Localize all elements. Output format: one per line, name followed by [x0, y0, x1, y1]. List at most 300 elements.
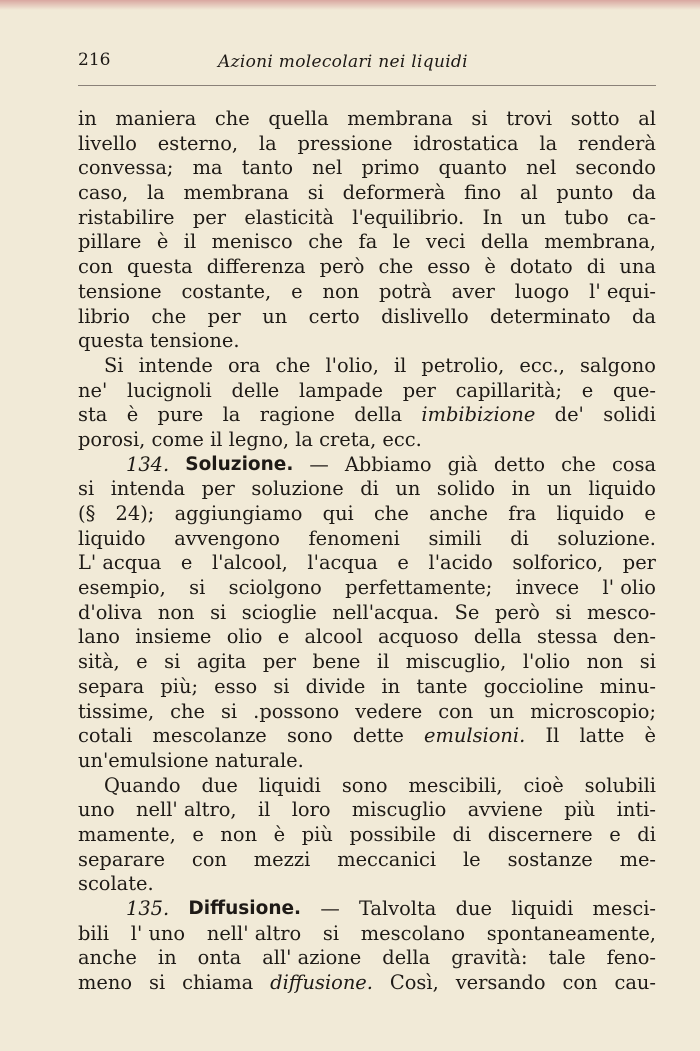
word: l'alcool,: [211, 551, 288, 575]
word: si: [307, 181, 324, 205]
word: ecc.,: [519, 353, 565, 377]
word: si: [189, 576, 206, 600]
word: sità,: [78, 650, 120, 674]
word: trovi: [506, 107, 553, 130]
word: in: [78, 107, 97, 130]
word: più;: [160, 674, 199, 698]
word: loro: [291, 798, 331, 822]
word: per: [192, 205, 227, 229]
word: L' acqua: [78, 551, 162, 575]
text-line: [78, 798, 656, 823]
word: ristabilire: [78, 205, 175, 229]
word: scolate.: [78, 872, 154, 896]
word: potrà: [379, 279, 432, 303]
text-line: [78, 230, 656, 255]
word: già: [447, 452, 478, 476]
text-line: [78, 206, 656, 231]
word: sostanze: [507, 847, 593, 871]
text-line: [78, 280, 656, 305]
word: è: [273, 822, 286, 846]
word: la: [258, 131, 277, 155]
word: solforico,: [512, 551, 604, 575]
word: scioglie: [241, 600, 317, 624]
word: anche: [78, 946, 137, 970]
word: porosi, come il legno, la creta, ecc.: [78, 427, 422, 451]
text-line: [78, 156, 656, 181]
word: l'acido: [428, 551, 493, 575]
word: l'olio: [522, 650, 571, 674]
word: primo: [361, 156, 420, 180]
word: anche: [429, 502, 488, 525]
word: renderà: [578, 131, 656, 155]
word: sono: [341, 773, 388, 797]
word: tissime,: [78, 699, 155, 723]
word: al: [519, 181, 538, 205]
word: sciolgono: [228, 576, 322, 600]
word: certo: [308, 304, 360, 328]
word: solido: [436, 477, 496, 501]
body-text: [78, 107, 656, 996]
text-line: [78, 551, 656, 576]
section-title: Diffusione.: [188, 898, 302, 919]
text-line: [78, 428, 656, 453]
word: lampade: [299, 378, 384, 402]
word: meno: [78, 971, 133, 995]
word: pressione: [297, 131, 393, 155]
word: petrolio,: [421, 353, 505, 377]
word: Si: [104, 353, 124, 377]
word: si: [555, 600, 572, 624]
word: in: [157, 946, 177, 970]
word: nell' altro,: [136, 798, 237, 822]
word: il: [257, 798, 271, 822]
word: e: [397, 551, 409, 575]
word: fa: [358, 230, 378, 254]
word: liquido: [78, 526, 146, 550]
word: cau-: [614, 971, 656, 995]
word: non: [220, 822, 258, 846]
word: la: [222, 403, 241, 427]
word: mesco-: [587, 600, 656, 624]
word: da: [632, 304, 656, 328]
text-line: [78, 132, 656, 157]
text-line: [78, 502, 656, 527]
text-line: [78, 255, 656, 280]
text-line: [78, 403, 656, 428]
word: pillare: [78, 230, 142, 254]
text-line: [78, 650, 656, 675]
word: insieme: [135, 625, 212, 649]
word: una: [619, 255, 656, 279]
word: menisco: [211, 230, 293, 254]
word: Abbiamo: [344, 452, 432, 476]
word: nel: [526, 156, 557, 180]
word: di: [637, 822, 656, 846]
word: .possono: [253, 699, 340, 723]
word: secondo: [575, 156, 656, 180]
word: un'emulsione naturale.: [78, 748, 304, 772]
word: si: [273, 674, 290, 698]
word: separare: [78, 847, 165, 871]
text-line: [78, 872, 656, 897]
word: ragione: [259, 403, 335, 427]
word: un: [395, 477, 421, 501]
word: si: [210, 600, 227, 624]
word: miscuglio,: [405, 650, 507, 674]
word: all' azione: [262, 946, 362, 970]
word: fino: [464, 181, 502, 205]
running-title: Azioni molecolari nei liquidi: [218, 52, 468, 72]
word: quella: [268, 107, 329, 130]
word: divide: [305, 674, 366, 698]
word: latte: [579, 724, 625, 748]
word: idrostatica: [413, 131, 519, 155]
word: si: [639, 650, 656, 674]
word: che: [214, 107, 250, 130]
word: Così,: [389, 971, 439, 995]
word: con: [191, 847, 227, 871]
word: caso,: [78, 181, 129, 205]
word: in: [381, 674, 401, 698]
word: della: [473, 625, 522, 649]
word: —: [320, 897, 340, 920]
word: goccioline: [483, 674, 584, 698]
word: l'acqua: [307, 551, 378, 575]
word: ca-: [626, 205, 656, 229]
text-line: [78, 329, 656, 354]
word: (§: [78, 502, 96, 525]
word: que-: [612, 378, 656, 402]
word: soluzione.: [557, 526, 656, 550]
word: lucignoli: [127, 378, 212, 402]
word: liquido: [588, 477, 656, 501]
word: aver: [451, 279, 495, 303]
text-line: [78, 700, 656, 725]
word: della: [382, 946, 431, 970]
word: l' olio: [602, 576, 656, 600]
word: l' uno: [130, 921, 186, 945]
word: il: [393, 353, 407, 377]
word: il: [183, 230, 197, 254]
word: invece: [515, 576, 580, 600]
word: livello: [78, 131, 137, 155]
word: si: [149, 971, 166, 995]
word: tanto: [241, 156, 293, 180]
text-line: [78, 823, 656, 848]
word: le: [462, 847, 481, 871]
word: si: [78, 477, 95, 501]
word: con: [78, 255, 114, 279]
text-line: [78, 601, 656, 626]
word: aggiungiamo: [174, 502, 303, 525]
word: pure: [157, 403, 204, 427]
section-number: 134.: [126, 452, 170, 476]
word: nell' altro: [206, 921, 302, 945]
word: discernere: [487, 822, 593, 846]
text-line: [78, 897, 656, 922]
text-line: [78, 107, 656, 132]
word: differenza: [206, 255, 306, 279]
word: tensione: [78, 279, 162, 303]
word: per: [262, 650, 297, 674]
word: per: [622, 551, 656, 575]
word: di: [586, 255, 606, 279]
word: versando: [455, 971, 546, 995]
section-title: Soluzione.: [185, 453, 294, 475]
word: sono: [286, 724, 333, 748]
word: qui: [322, 502, 354, 525]
word: vedere: [355, 699, 423, 723]
page-header: [78, 50, 656, 78]
word: bili: [78, 921, 110, 945]
word: si: [471, 107, 488, 130]
text-line: [78, 453, 656, 478]
word: e: [291, 279, 303, 303]
text-line: [78, 848, 656, 873]
word: è: [156, 230, 169, 254]
word: non: [157, 600, 195, 624]
word: con: [438, 699, 474, 723]
word: deformerà: [342, 181, 446, 205]
word: un: [520, 205, 546, 229]
word: delle: [231, 378, 280, 402]
word: della: [354, 403, 403, 427]
word: gravità:: [451, 946, 528, 970]
text-line: [78, 576, 656, 601]
word: emulsioni.: [424, 724, 526, 748]
word: che: [170, 699, 205, 723]
word: lano: [78, 625, 120, 649]
word: si: [322, 921, 340, 945]
page-edge-stain: [0, 0, 700, 10]
word: e: [180, 551, 193, 575]
word: solubili: [584, 773, 656, 797]
word: agita: [196, 650, 247, 674]
word: questa tensione.: [78, 329, 240, 353]
word: mamente,: [78, 822, 176, 846]
word: spontaneamente,: [486, 921, 656, 945]
word: Talvolta: [358, 897, 437, 920]
word: sta: [78, 403, 108, 427]
text-line: [78, 946, 656, 971]
word: un: [262, 304, 288, 328]
word: è: [644, 724, 656, 748]
text-line: [78, 971, 656, 996]
word: meccanici: [337, 847, 437, 871]
word: esso: [214, 674, 258, 698]
word: che: [374, 502, 409, 525]
word: separa: [78, 674, 145, 698]
word: sotto: [570, 107, 620, 130]
word: la: [539, 131, 558, 155]
word: perfettamente;: [345, 576, 493, 600]
word: però: [319, 255, 365, 279]
word: l'equilibrio.: [352, 205, 465, 229]
text-line: [78, 305, 656, 330]
word: chiama: [182, 971, 254, 995]
word: bene: [312, 650, 361, 674]
word: detto: [493, 452, 545, 476]
word: simili: [428, 526, 482, 550]
word: intenda: [110, 477, 186, 501]
word: acquoso: [377, 625, 459, 649]
word: l'olio,: [325, 353, 379, 377]
word: olio: [226, 625, 263, 649]
word: non: [322, 279, 360, 303]
text-line: [78, 354, 656, 379]
word: si: [164, 650, 181, 674]
word: den-: [612, 625, 656, 649]
word: cioè: [523, 773, 564, 797]
word: avvengono: [174, 526, 280, 550]
word: uno: [78, 798, 115, 822]
word: intende: [138, 353, 213, 377]
word: luogo: [514, 279, 570, 303]
word: che: [308, 230, 344, 254]
word: liquidi: [258, 773, 321, 797]
word: il: [376, 650, 390, 674]
word: —: [309, 452, 329, 476]
word: le: [392, 230, 411, 254]
word: diffusione.: [270, 971, 373, 995]
word: dotato: [509, 255, 573, 279]
word: per: [201, 477, 235, 501]
header-rule: [78, 85, 656, 86]
word: mescolanze: [152, 724, 267, 748]
text-line: [78, 922, 656, 947]
word: veci: [425, 230, 466, 254]
text-line: [78, 379, 656, 404]
word: e: [192, 822, 204, 846]
word: ma: [192, 156, 223, 180]
word: di: [360, 477, 379, 501]
word: e: [609, 822, 621, 846]
page-number: 216: [78, 50, 111, 70]
word: esempio,: [78, 576, 166, 600]
word: si: [220, 699, 238, 723]
word: quanto: [438, 156, 507, 180]
word: possibile: [349, 822, 436, 846]
section-number: 135.: [126, 897, 170, 920]
word: capillarità;: [455, 378, 563, 402]
word: mescibili,: [408, 773, 503, 797]
word: che: [561, 452, 596, 476]
word: fra: [508, 502, 537, 525]
word: de': [554, 403, 584, 427]
word: tale: [548, 946, 586, 970]
word: esterno,: [157, 131, 239, 155]
word: minu-: [599, 674, 656, 698]
word: feno-: [606, 946, 656, 970]
text-line: [78, 774, 656, 799]
word: liquido: [556, 502, 625, 525]
word: mescolano: [360, 921, 466, 945]
word: della: [480, 230, 529, 254]
word: elasticità: [244, 205, 334, 229]
word: che: [151, 304, 187, 328]
word: e: [644, 502, 656, 525]
word: questa: [127, 255, 193, 279]
text-line: [78, 181, 656, 206]
word: più: [564, 798, 596, 822]
word: di: [452, 822, 472, 846]
word: un: [546, 477, 572, 501]
word: nell'acqua.: [332, 600, 440, 624]
word: convessa;: [78, 156, 174, 180]
word: tubo: [564, 205, 609, 229]
word: cotali: [78, 724, 133, 748]
word: d'oliva: [78, 600, 143, 624]
word: l' equi-: [589, 279, 656, 303]
word: onta: [197, 946, 242, 970]
word: maniera: [115, 107, 197, 130]
word: tante: [416, 674, 468, 698]
word: 24);: [115, 502, 155, 525]
word: è: [126, 403, 139, 427]
word: ora: [227, 353, 261, 377]
word: Quando: [104, 773, 181, 797]
word: miscuglio: [351, 798, 447, 822]
text-line: [78, 477, 656, 502]
word: determinato: [490, 304, 611, 328]
word: avviene: [467, 798, 543, 822]
word: inti-: [616, 798, 656, 822]
word: ne': [78, 378, 108, 402]
word: librio: [78, 304, 130, 328]
word: con: [562, 971, 598, 995]
word: è: [484, 255, 496, 279]
word: in: [511, 477, 531, 501]
word: membrana: [183, 181, 289, 205]
word: al: [638, 107, 656, 130]
word: cosa: [611, 452, 656, 476]
word: più: [301, 822, 333, 846]
text-line: [78, 625, 656, 650]
word: costante,: [181, 279, 272, 303]
word: per: [207, 304, 241, 328]
word: dislivello: [381, 304, 469, 328]
word: due: [455, 897, 492, 920]
word: membrana,: [544, 230, 656, 254]
text-line: [78, 527, 656, 552]
word: mesci-: [592, 897, 656, 920]
word: fenomeni: [308, 526, 400, 550]
word: per: [402, 378, 436, 402]
word: non: [586, 650, 624, 674]
word: liquidi: [511, 897, 574, 920]
word: membrana: [347, 107, 453, 130]
word: e: [581, 378, 594, 402]
word: stessa: [537, 625, 598, 649]
text-line: [78, 675, 656, 700]
word: microscopio;: [530, 699, 656, 723]
word: solidi: [603, 403, 656, 427]
word: la: [146, 181, 165, 205]
word: da: [632, 181, 656, 205]
word: salgono: [579, 353, 656, 377]
text-line: [78, 724, 656, 749]
text-line: [78, 749, 656, 774]
word: che: [275, 353, 311, 377]
word: dette: [352, 724, 404, 748]
word: nel: [312, 156, 343, 180]
word: due: [201, 773, 238, 797]
word: imbibizione: [421, 403, 536, 427]
word: Se: [454, 600, 480, 624]
word: me-: [619, 847, 656, 871]
word: Il: [545, 724, 560, 748]
word: esso: [427, 255, 471, 279]
